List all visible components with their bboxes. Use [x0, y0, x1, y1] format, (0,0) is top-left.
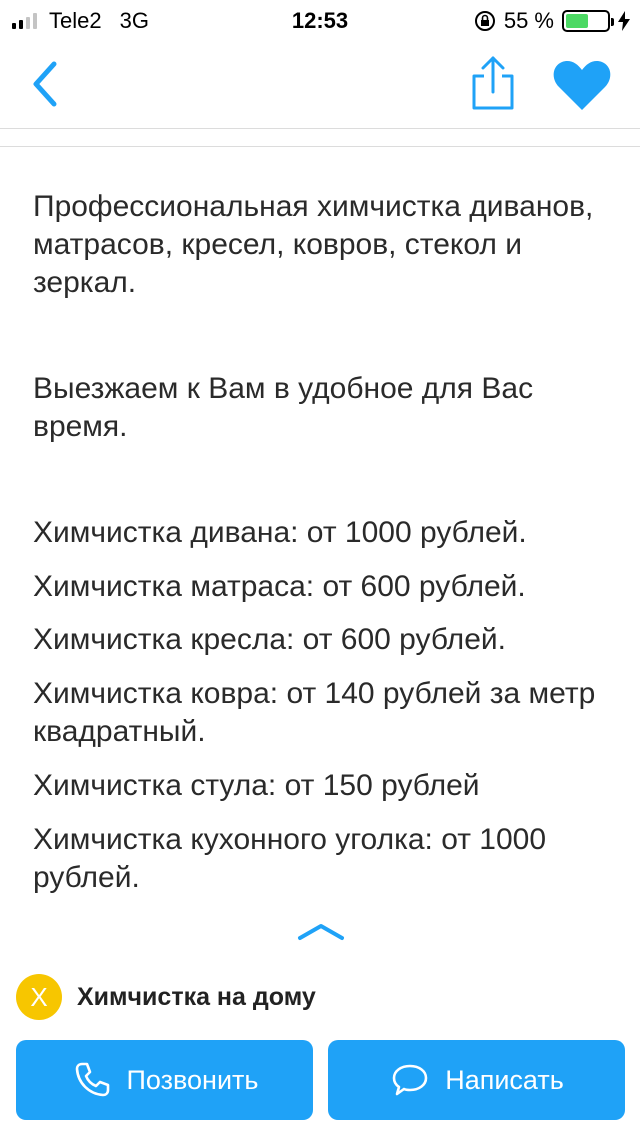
description-paragraph: Выезжаем к Вам в удобное для Вас время.: [33, 372, 534, 443]
price-line: Химчистка ковра: от 140 рублей за метр квадратный.: [33, 677, 596, 748]
message-button-label: Написать: [445, 1064, 564, 1095]
description-paragraph: Профессиональная химчистка диванов, матрасов, кресел, ковров, стекол и зеркал.: [33, 190, 594, 299]
battery-level: [566, 14, 588, 28]
share-icon: [464, 52, 522, 114]
status-bar: [0, 0, 640, 40]
status-time: 12:53: [291, 8, 349, 33]
status-right: [474, 8, 630, 34]
carrier-label: Tele2: [49, 8, 102, 33]
price-line: Химчистка стула: от 150 рублей: [33, 769, 480, 802]
avatar[interactable]: Х: [16, 974, 62, 1020]
back-button[interactable]: [18, 54, 74, 114]
chat-bubble-icon: [389, 1059, 431, 1101]
share-button[interactable]: [464, 52, 522, 114]
message-button[interactable]: [328, 1040, 625, 1120]
chevron-up-icon: [296, 918, 346, 944]
seller-panel: [0, 956, 640, 1136]
phone-icon: [71, 1059, 113, 1101]
favorite-button[interactable]: [550, 54, 614, 116]
price-line: Химчистка матраса: от 600 рублей.: [33, 570, 526, 603]
call-button-label: Позвонить: [126, 1064, 259, 1095]
collapse-chevron-button[interactable]: [296, 918, 346, 944]
nav-divider-bottom: [0, 146, 640, 147]
ad-description: [0, 148, 640, 948]
charging-bolt-icon: [618, 11, 630, 31]
price-line: Химчистка кресла: от 600 рублей.: [33, 623, 506, 656]
heart-icon: [550, 54, 614, 116]
navigation-bar: [0, 40, 640, 128]
chevron-left-icon: [18, 54, 74, 114]
price-line: Химчистка кухонного уголка: от 1000 рублей.: [33, 823, 547, 894]
network-label: 3G: [119, 8, 149, 33]
nav-divider-top: [0, 128, 640, 129]
battery-percent: 55 %: [503, 8, 554, 33]
price-line: Химчистка дивана: от 1000 рублей.: [33, 516, 527, 549]
orientation-lock-icon: [474, 10, 496, 32]
battery-icon: [562, 10, 610, 32]
seller-name[interactable]: Химчистка на дому: [77, 983, 316, 1011]
call-button[interactable]: [16, 1040, 313, 1120]
